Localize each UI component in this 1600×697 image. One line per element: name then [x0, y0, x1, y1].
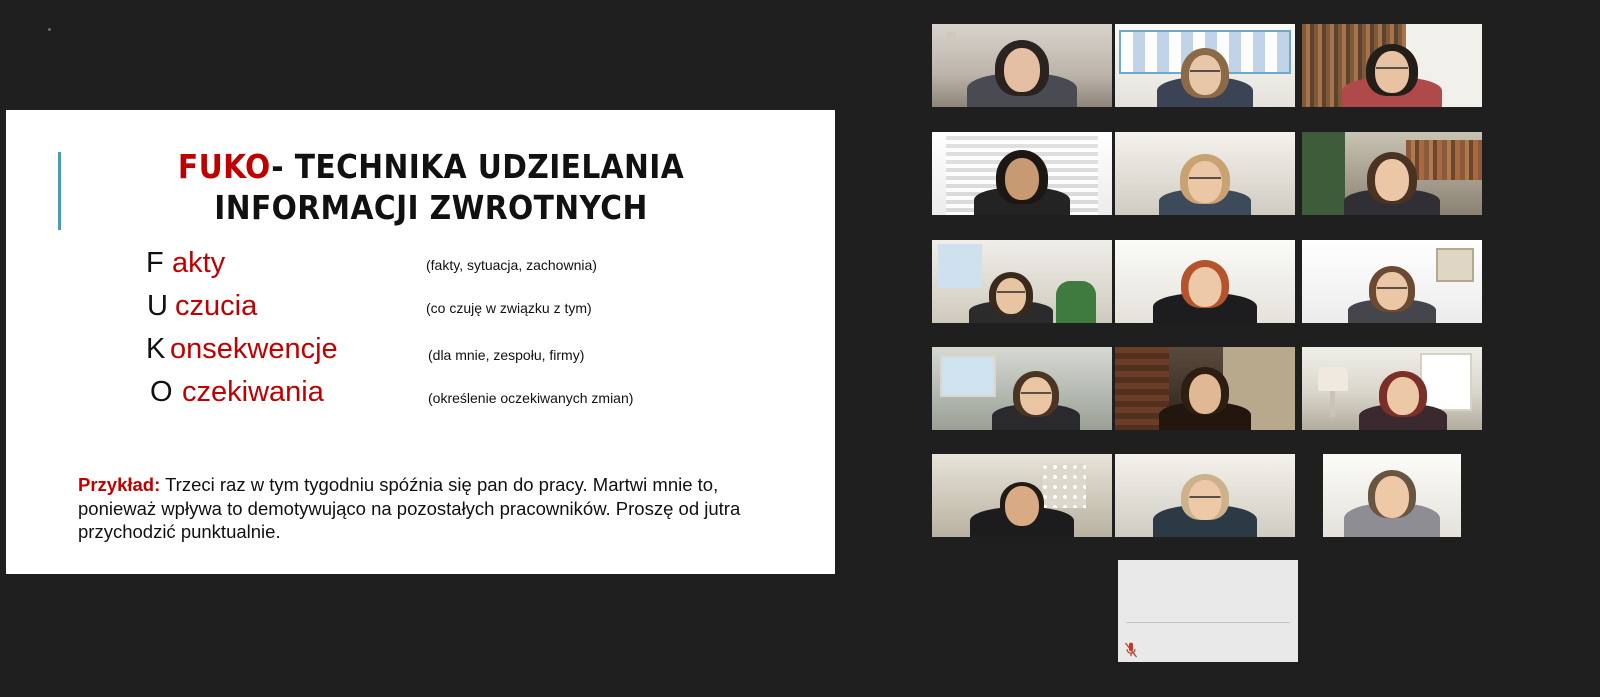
fuko-word: akty — [172, 247, 226, 279]
participant-video — [1115, 347, 1295, 430]
fuko-word: onsekwencje — [170, 333, 338, 365]
fuko-note: (dla mnie, zespołu, firmy) — [428, 347, 585, 363]
screen-artifact-dot — [48, 28, 51, 31]
participant-tile[interactable] — [1323, 454, 1461, 537]
fuko-item — [146, 374, 786, 417]
participant-video — [1115, 454, 1295, 537]
fuko-item — [146, 245, 786, 288]
participant-video — [1302, 347, 1482, 430]
participant-video — [932, 454, 1112, 537]
participant-tile[interactable] — [1302, 132, 1482, 215]
fuko-letter: K — [146, 333, 166, 365]
participant-video — [932, 24, 1112, 107]
participant-tile[interactable] — [932, 454, 1112, 537]
fuko-letter: F — [146, 247, 164, 279]
participant-video — [1302, 24, 1482, 107]
fuko-note: (co czuję w związku z tym) — [426, 300, 592, 316]
slide-title-highlight: FUKO — [177, 147, 272, 186]
microphone-muted-icon — [1124, 642, 1138, 658]
participant-video — [1115, 240, 1295, 323]
participant-video — [1115, 132, 1295, 215]
participant-tile[interactable] — [1115, 347, 1295, 430]
fuko-item — [146, 288, 786, 331]
fuko-note: (określenie oczekiwanych zmian) — [428, 390, 634, 406]
participant-tile[interactable] — [1115, 240, 1295, 323]
fuko-word: czekiwania — [182, 376, 324, 408]
slide-accent-bar — [58, 152, 61, 230]
presentation-slide — [6, 110, 835, 574]
fuko-item — [146, 331, 786, 374]
participant-tile[interactable] — [1115, 454, 1295, 537]
participant-video — [1115, 24, 1295, 107]
slide-example — [78, 473, 788, 544]
participant-video — [1302, 240, 1482, 323]
participant-tile-placeholder[interactable] — [1118, 560, 1298, 662]
participant-tile[interactable] — [932, 132, 1112, 215]
participant-tile[interactable] — [932, 240, 1112, 323]
participant-tile[interactable] — [1302, 347, 1482, 430]
example-label: Przykład: — [78, 474, 161, 495]
fuko-list — [146, 245, 786, 417]
fuko-note: (fakty, sytuacja, zachownia) — [426, 257, 597, 273]
slide-title-rest: - TECHNIKA UDZIELANIA INFORMACJI ZWROTNYCH — [214, 147, 685, 228]
participant-tile-active-speaker[interactable] — [1115, 24, 1295, 107]
participant-video — [932, 132, 1112, 215]
fuko-letter: O — [150, 376, 173, 408]
participant-tile[interactable] — [1302, 24, 1482, 107]
participant-video — [1302, 132, 1482, 215]
participant-video — [1323, 454, 1461, 537]
participant-tile[interactable] — [932, 347, 1112, 430]
participant-tile[interactable] — [1302, 240, 1482, 323]
fuko-word: czucia — [175, 290, 258, 322]
participant-tile[interactable] — [932, 24, 1112, 107]
example-text: Trzeci raz w tym tygodniu spóźnia się pan do pracy. Martwi mnie to, ponieważ wpływa to demotywująco na pozostałych pracowników. Proszę od jutra przychodzić punktualnie. — [78, 474, 741, 543]
fuko-letter: U — [147, 290, 168, 322]
participant-video — [932, 240, 1112, 323]
participant-tile[interactable] — [1115, 132, 1295, 215]
slide-title — [81, 146, 781, 229]
placeholder-divider — [1126, 622, 1290, 623]
participant-video — [932, 347, 1112, 430]
